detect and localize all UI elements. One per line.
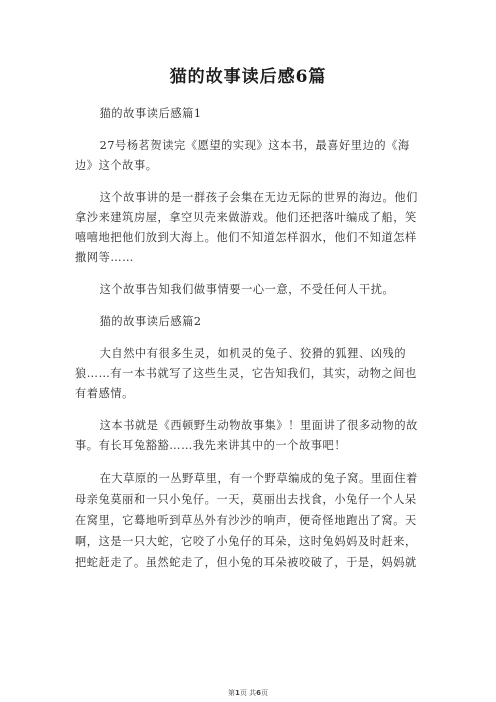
paragraph: 在大草原的一丛野草里，有一个野草编成的兔子窝。里面住着母亲兔莫丽和一只小兔仔。一天，莫丽出去找食，小兔仔一个人呆在窝里，它蓦地听到草丛外有沙沙的响声，便奇怪地跑出了窝。天啊，这是一只大蛇，它咬了小兔仔的耳朵，这时兔妈妈及时赶来，把蛇赶走了。虽然蛇走了，但小兔的耳朵被咬破了，于是，妈妈就 [75, 472, 418, 569]
footer-middle: 页 共 [239, 689, 257, 697]
paragraph: 这个故事告知我们做事情要一心一意，不受任何人干扰。 [99, 283, 395, 296]
footer-suffix: 页 [260, 689, 268, 697]
paragraph: 大自然中有很多生灵，如机灵的兔子、狡猾的狐狸、凶残的狼……有一本书就写了这些生灵，它告知我们，其实，动物之间也有着感情。 [75, 347, 417, 400]
paragraph: 这个故事讲的是一群孩子会集在无边无际的世界的海边。他们拿沙来建筑房屋，拿空贝壳来做游戏。他们还把落叶编成了船，笑嘻嘻地把他们放到大海上。他们不知道怎样泅水，他们不知道怎样撒网等…… [75, 191, 418, 264]
document-title: 猫的故事读后感6篇 [169, 67, 327, 87]
section-heading-1: 猫的故事读后感篇1 [99, 107, 202, 120]
footer-prefix: 第 [228, 689, 235, 697]
footer-page-number: 1 [235, 689, 240, 697]
paragraph: 27号杨茗贺读完《愿望的实现》这本书，最喜好里边的《海边》这个故事。 [75, 139, 410, 172]
section-heading-2: 猫的故事读后感篇2 [99, 315, 202, 328]
paragraph: 这本书就是《西顿野生动物故事集》！里面讲了很多动物的故事。有长耳兔豁豁……我先来讲其中的一个故事吧！ [75, 419, 418, 452]
document-body [75, 104, 425, 585]
footer-total-pages: 6 [256, 689, 261, 697]
page-footer [0, 688, 496, 698]
